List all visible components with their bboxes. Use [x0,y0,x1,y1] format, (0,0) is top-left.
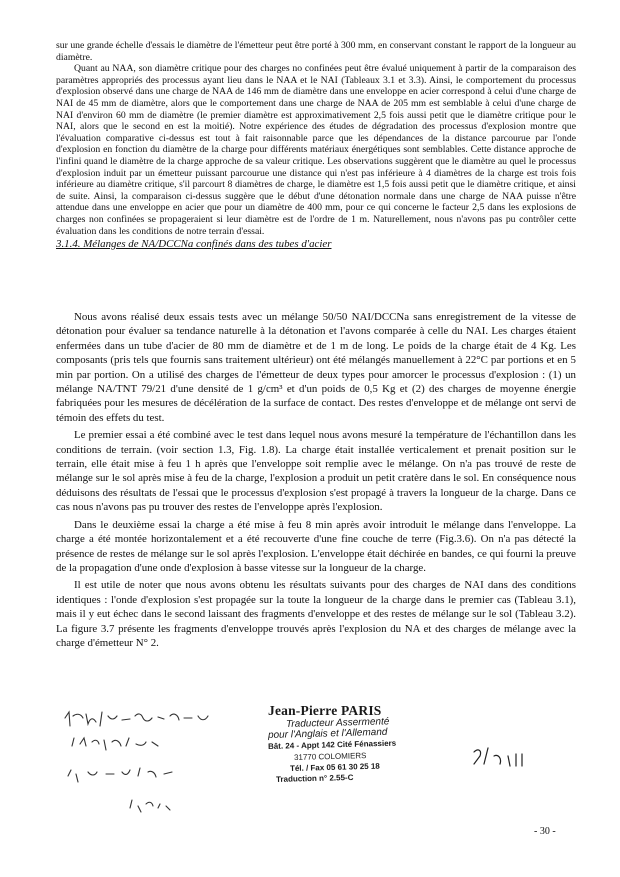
stamp-traduction: Traduction n° 2.55-C [275,772,354,784]
paragraph-first-test: Le premier essai a été combiné avec le test dans lequel nous avons mesuré la température de l'échantillon dans les conditions de terrain. (voir section 1.3, Fig. 1.8). La charge était installée verticalement et prenait position sur le terrain, elle était mise à feu 1 h après que l'enveloppe soit remplie avec le mélange. On n'a pas trouvé de reste de mélange sur le sol après mise à feu de la charge, l'explosion a produit un petit cratère dans le sol. En conséquence nous déduisons des résultats de l'essai que le processus d'explosion s'est propagé à travers la longueur de la charge. Dans ce cas nous n'avons pas pu trouver des restes de l'enveloppe après l'explosion. [56,429,576,514]
paragraph-tests: Nous avons réalisé deux essais tests avec un mélange 50/50 NAI/DCCNa sans enregistrement de la vitesse de détonation pour évaluer sa tendance naturelle à la détonation et l'avons comparée à celle du NAI. Les charges étaient enfermées dans un tube d'acier de 80 mm de diamètre et de 1 m de long. Le poids de la charge était de 4 Kg. Les composants (pris tels que fournis sans traitement ultérieur) ont été mélangés manuellement à 22°C par portions et en 5 min par portion. On a utilisé des charges de l'émetteur de deux types pour amorcer le processus d'explosion : (1) un mélange NA/TNT 79/21 d'une densité de 1 g/cm³ et d'un poids de 0,5 Kg et (2) des charges de moyenne énergie fabriquées pour les mesures de décélération de la surface de contact. Des restes d'enveloppe et de mélange ont servi de témoin des effets du test. [56,311,576,424]
paragraph-naa: Quant au NAA, son diamètre critique pour des charges no confinées peut être évalué uniquement à partir de la comparaison des paramètres appropriés des processus ayant lieu dans le NAA et le NAI (Tableaux 3.1 et 3.3). Ainsi, le comportement du processus d'explosion observé dans une charge de NAA de 146 mm de diamètre dans une enveloppe en acier correspond à celui d'une charge de NAI de 45 mm de diamètre, alors que le comportement dans une charge de NAA de 205 mm est semblable à celui d'une charge de NAI d'environ 60 mm de diamètre (le premier diamètre est approximativement 2,5 fois aussi petit que le diamètre critique pour le NAI, alors que le second en est la moitié). Notre expérience des études de dégradation des processus d'explosion montre que l'évaluation comparative ci-dessus est tout à fait raisonnable parce que les dépendances de la distance parcourue par l'onde d'explosion en fonction du diamètre de la charge pour différents matériaux énergétiques sont semblables. Cette distance approche de l'infini quand le diamètre de la charge approche de sa valeur critique. Les observations suggèrent que le diamètre au quel le processus d'explosion induit par un émetteur puissant parcourue une distance qui n'est pas inférieure à 4 diamètres de la charge est trois fois inférieure au diamètre critique, s'il parcourt 8 diamètres de charge, le diamètre est 1,5 fois aussi petit que le diamètre critique, et ainsi de suite. Ainsi, la comparaison ci-dessus suggère que le début d'une détonation normale dans une charge de NAA puisse n'être attendue dans une enveloppe en acier que pour un diamètre de 400 mm, pour ce qui concerne le facteur 2,5 dans les explosions de charges non confinées se propageraient si leur diamètre est de l'ordre de 1 m. Naturellement, nous n'avons pas pu contrôler cette évaluation dans les conditions de notre terrain d'essai. [56,63,576,237]
translator-stamp [268,703,488,785]
stamp-phone: Tél. / Fax 05 61 30 25 18 [289,761,380,773]
main-text-block [56,310,576,653]
stamp-role-languages: pour l'Anglais et l'Allemand [267,726,388,741]
stamp-city: 31770 COLOMIERS [293,751,367,762]
paragraph-continuation: sur une grande échelle d'essais le diamètre de l'émetteur peut être porté à 300 mm, en conservant constant le rapport de la longueur au diamètre. [56,40,576,63]
handwritten-annotation [60,704,260,844]
top-text-block [56,40,576,251]
paragraph-note: Il est utile de noter que nous avons obtenu les résultats suivants pour des charges de NAI dans des conditions identiques : l'onde d'explosion s'est propagée sur la toute la longueur de la charge dans le premier cas (Tableau 3.1), mais il y eut échec dans le second laissant des fragments d'enveloppe et des restes de mélange sur le sol (Tableau 3.2). La figure 3.7 présente les fragments d'enveloppe trouvés après l'explosion du NA et des charges de mélange avec la charge d'émetteur N° 2. [56,579,576,649]
signature-date-mark [468,742,548,782]
paragraph-second-test: Dans le deuxième essai la charge a été mise à feu 8 min après avoir introduit le mélange dans l'enveloppe. La charge a été montée horizontalement et a été recouverte d'une fine couche de terre (Fig.3.6). On n'a pas détecté la présence de restes de mélange sur le sol après l'explosion. L'enveloppe était déchirée en bandes, ce qui fourni la preuve de la propagation d'une onde d'explosion à basse vitesse sur la longueur de la charge. [56,518,576,574]
stamp-role: Traducteur Assermenté [285,716,390,730]
page-number: - 30 - [534,826,556,837]
stamp-name: Jean-Pierre PARIS [268,703,382,718]
section-heading: 3.1.4. Mélanges de NA/DCCNa confinés dans des tubes d'acier [56,238,332,251]
stamp-address: Bât. 24 - Appt 142 Cité Fénassiers [267,738,397,751]
